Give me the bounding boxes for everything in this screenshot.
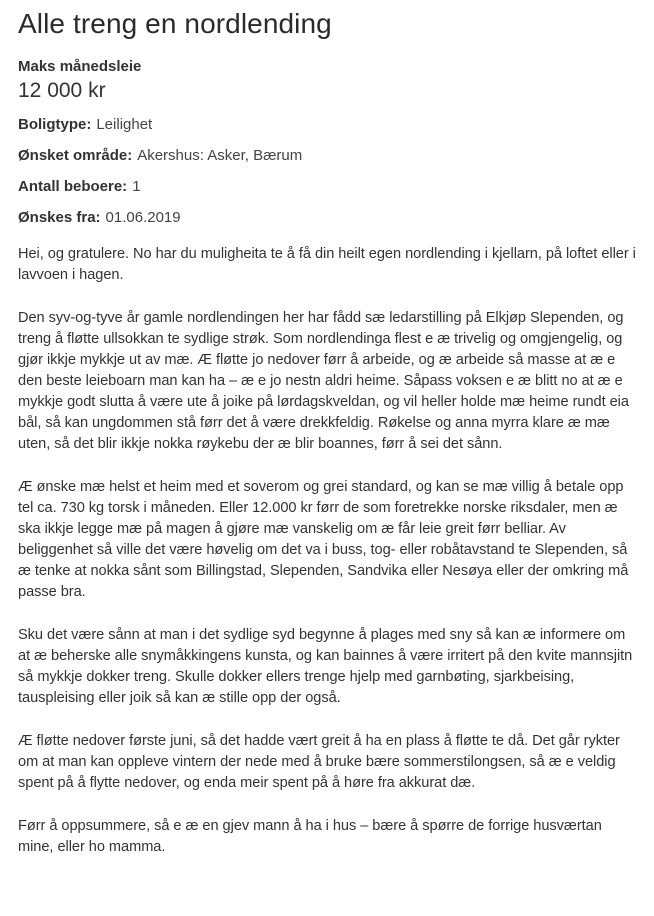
price-value: 12 000 kr bbox=[18, 79, 106, 102]
fact-housing-type bbox=[18, 115, 636, 135]
description-paragraph: Den syv-og-tyve år gamle nordlendingen her har fådd sæ ledarstilling på Elkjøp Slependen, og treng å fløtte ullsokkan te sydlige strøk. Som nordlendinga flest e æ trivelig og omgjengelig, og gjør ikkje mykkje ut av mæ. Æ fløtte jo nedover førr å arbeide, og æ arbeide så masse at æ e den beste leieboarn man kan ha – æ e jo nestn aldri heime. Såpass voksen e æ blitt no at æ e mykkje godt slutta å være ute å joike på lørdagskveldan, og vil heller holde mæ heime rundt eia bål, så kan ungdommen stå førr det å være drekkfeldig. Røkelse og anna myrra klare æ mæ uten, så det blir ikkje nokka røykebu der æ blir boannes, førr å sei det sånn. bbox=[18, 310, 629, 452]
description-paragraph: Førr å oppsummere, så e æ en gjev mann å ha i hus – bære å spørre de forrige husværtan mine, eller ho mamma. bbox=[18, 818, 602, 855]
fact-residents bbox=[18, 177, 636, 197]
description-paragraph: Sku det være sånn at man i det sydlige syd begynne å plages med sny så kan æ informere om at æ beherske alle snymåkkingens kunsta, og kan bainnes å være irritert på den kvite mannsjitn så mykkje dokker treng. Skulle dokker ellers trenge hjelp med garnbøting, sjarkbeising, tauspleising eller joik så kan æ stille opp der også. bbox=[18, 627, 633, 706]
fact-label: Antall beboere: bbox=[18, 178, 128, 195]
fact-desired-area bbox=[18, 146, 636, 166]
fact-value: Akershus: Asker, Bærum bbox=[137, 147, 303, 164]
description-paragraph: Æ fløtte nedover første juni, så det hadde vært greit å ha en plass å fløtte te då. Det går rykter om at man kan oppleve vintern der nede med å bruke bære sommerstilongsen, så æ e veldig spent på å flytte nedover, og enda meir spent på å høre fra akkurat dæ. bbox=[18, 733, 620, 791]
listing-description bbox=[18, 244, 636, 858]
description-paragraph: Hei, og gratulere. No har du muligheita te å få din heilt egen nordlending i kjellarn, på loftet eller i lavvoen i hagen. bbox=[18, 246, 636, 283]
fact-value: Leilighet bbox=[96, 116, 153, 133]
listing-facts bbox=[18, 115, 636, 228]
fact-move-in-date bbox=[18, 208, 636, 228]
fact-value: 1 bbox=[132, 178, 141, 195]
fact-label: Ønsket område: bbox=[18, 147, 133, 164]
fact-label: Ønskes fra: bbox=[18, 209, 101, 226]
fact-label: Boligtype: bbox=[18, 116, 92, 133]
listing-title: Alle treng en nordlending bbox=[18, 8, 332, 39]
price-block bbox=[18, 57, 636, 105]
description-paragraph: Æ ønske mæ helst et heim med et soverom og grei standard, og kan se mæ villig å betale opp tel ca. 730 kg torsk i måneden. Eller 12.000 kr førr de som foretrekke norske riksdaler, men æ ska ikkje legge mæ på magen å gjøre mæ vanskelig om æ får leie greit førr belliar. Av beliggenhet så ville det være høvelig om det va i buss, tog- eller robåtavstand te Slependen, så æ tenke at nokka sånt som Billingstad, Slependen, Sandvika eller Nesøya eller der omkring må passe bra. bbox=[18, 479, 629, 600]
fact-value: 01.06.2019 bbox=[105, 209, 181, 226]
price-label: Maks månedsleie bbox=[18, 58, 142, 75]
